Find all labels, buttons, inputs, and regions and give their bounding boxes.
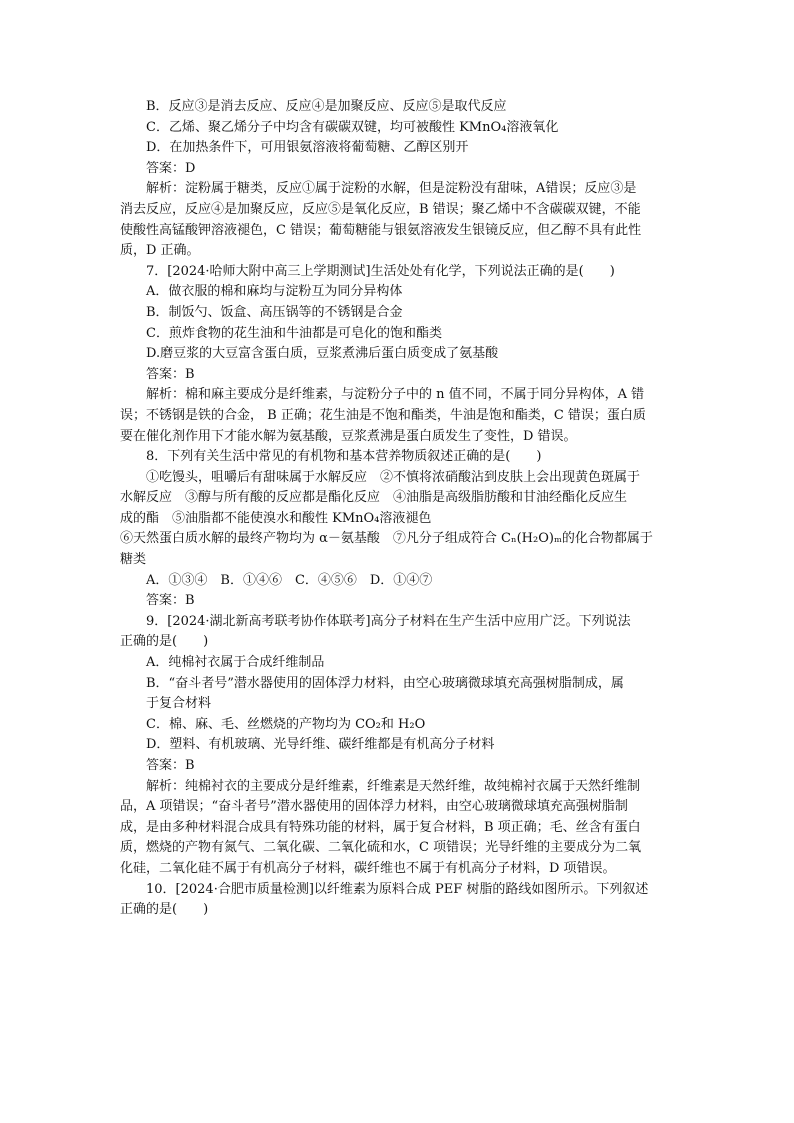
analysis-q6-line1: 解析：淀粉属于糖类，反应①属于淀粉的水解，但是淀粉没有甜味，A错误；反应③是	[146, 181, 637, 197]
answer-q7: 答案：B	[146, 366, 195, 382]
question-7: 7．[2024·哈师大附中高三上学期测试]生活处处有化学，下列说法正确的是( )	[146, 263, 615, 279]
analysis-q9-line5: 化硅，二氧化硅不属于有机高分子材料，碳纤维也不属于有机高分子材料，D 项错误。	[120, 860, 616, 876]
question-10-line2: 正确的是( )	[120, 902, 209, 918]
question-9-line1: 9．[2024·湖北新高考联考协作体联考]高分子材料在生产生活中应用广泛。下列说法	[146, 613, 631, 629]
option-c-q6: C．乙烯、聚乙烯分子中均含有碳碳双键，均可被酸性 KMnO₄溶液氧化	[146, 119, 559, 135]
statements-q8-line5: 糖类	[120, 552, 147, 568]
option-a-q9: A．纯棉衬衣属于合成纤维制品	[146, 655, 325, 671]
option-d-q9: D．塑料、有机玻璃、光导纤维、碳纤维都是有机高分子材料	[146, 737, 495, 753]
option-b-q9-line1: B．“奋斗者号”潜水器使用的固体浮力材料，由空心玻璃微球填充高强树脂制成，属	[146, 675, 624, 691]
option-c-q9: C．棉、麻、毛、丝燃烧的产物均为 CO₂和 H₂O	[146, 716, 426, 732]
statements-q8-line4: ⑥天然蛋白质水解的最终产物均为 α－氨基酸 ⑦凡分子组成符合 Cₙ(H₂O)ₘ的化合物都属于	[120, 531, 653, 547]
analysis-q9-line2: 品，A 项错误；“奋斗者号”潜水器使用的固体浮力材料，由空心玻璃微球填充高强树脂制	[120, 799, 628, 815]
answer-q9: 答案：B	[146, 758, 195, 773]
analysis-q6-line2: 消去反应，反应④是加聚反应，反应⑤是氧化反应，B 错误；聚乙烯中不含碳碳双键，不能	[120, 201, 641, 217]
option-c-q7: C．煎炸食物的花生油和牛油都是可皂化的饱和酯类	[146, 325, 442, 341]
analysis-q6-line3: 使酸性高锰酸钾溶液褪色，C 错误；葡萄糖能与银氨溶液发生银镜反应，但乙醇不具有此性	[120, 222, 642, 238]
statements-q8-line3: 成的酯 ⑤油脂都不能使溴水和酸性 KMnO₄溶液褪色	[120, 510, 432, 526]
answer-q6: 答案：D	[146, 160, 196, 176]
analysis-q7-line3: 要在催化剂作用下才能水解为氨基酸，豆浆煮沸是蛋白质发生了变性，D 错误。	[120, 428, 577, 444]
option-d-q6: D．在加热条件下，可用银氨溶液将葡萄糖、乙醇区别开	[146, 140, 469, 156]
question-8: 8．下列有关生活中常见的有机物和基本营养物质叙述正确的是( )	[146, 449, 542, 465]
question-9-line2: 正确的是( )	[120, 634, 209, 650]
page-content	[120, 97, 654, 921]
analysis-q9-line4: 质，燃烧的产物有氮气、二氧化碳、二氧化硫和水，C 项错误；光导纤维的主要成分为二氧	[120, 840, 642, 856]
options-q8: A．①③④ B．①④⑥ C．④⑤⑥ D．①④⑦	[146, 572, 433, 588]
option-b-q7: B．制饭勺、饭盒、高压锅等的不锈钢是合金	[146, 304, 403, 320]
analysis-q7-line2: 误；不锈钢是铁的合金， B 正确；花生油是不饱和酯类，牛油是饱和酯类，C 错误；蛋白质	[120, 407, 646, 423]
option-d-q7: D.磨豆浆的大豆富含蛋白质，豆浆煮沸后蛋白质变成了氨基酸	[146, 346, 499, 362]
analysis-q9-line1: 解析：纯棉衬衣的主要成分是纤维素，纤维素是天然纤维，故纯棉衬衣属于天然纤维制	[146, 778, 641, 794]
analysis-q6-line4: 质，D 正确。	[120, 243, 200, 259]
option-b-q9-line2: 于复合材料	[146, 696, 212, 712]
analysis-q9-line3: 成，是由多种材料混合成具有特殊功能的材料，属于复合材料，B 项正确；毛、丝含有蛋白	[120, 819, 641, 835]
statements-q8-line2: 水解反应 ③醇与所有酸的反应都是酯化反应 ④油脂是高级脂肪酸和甘油经酯化反应生	[120, 490, 628, 506]
analysis-q7-line1: 解析：棉和麻主要成分是纤维素，与淀粉分子中的 n 值不同，不属于同分异构体，A 错	[146, 387, 645, 403]
option-b-q6: B．反应③是消去反应、反应④是加聚反应、反应⑤是取代反应	[146, 99, 507, 114]
question-10-line1: 10．[2024·合肥市质量检测]以纤维素为原料合成 PEF 树脂的路线如图所示。下列叙述	[146, 881, 649, 897]
option-a-q7: A．做衣服的棉和麻均与淀粉互为同分异构体	[146, 284, 403, 300]
statements-q8-line1: ①吃馒头，咀嚼后有甜味属于水解反应 ②不慎将浓硝酸沾到皮肤上会出现黄色斑属于	[146, 469, 641, 485]
answer-q8: 答案：B	[146, 593, 195, 609]
